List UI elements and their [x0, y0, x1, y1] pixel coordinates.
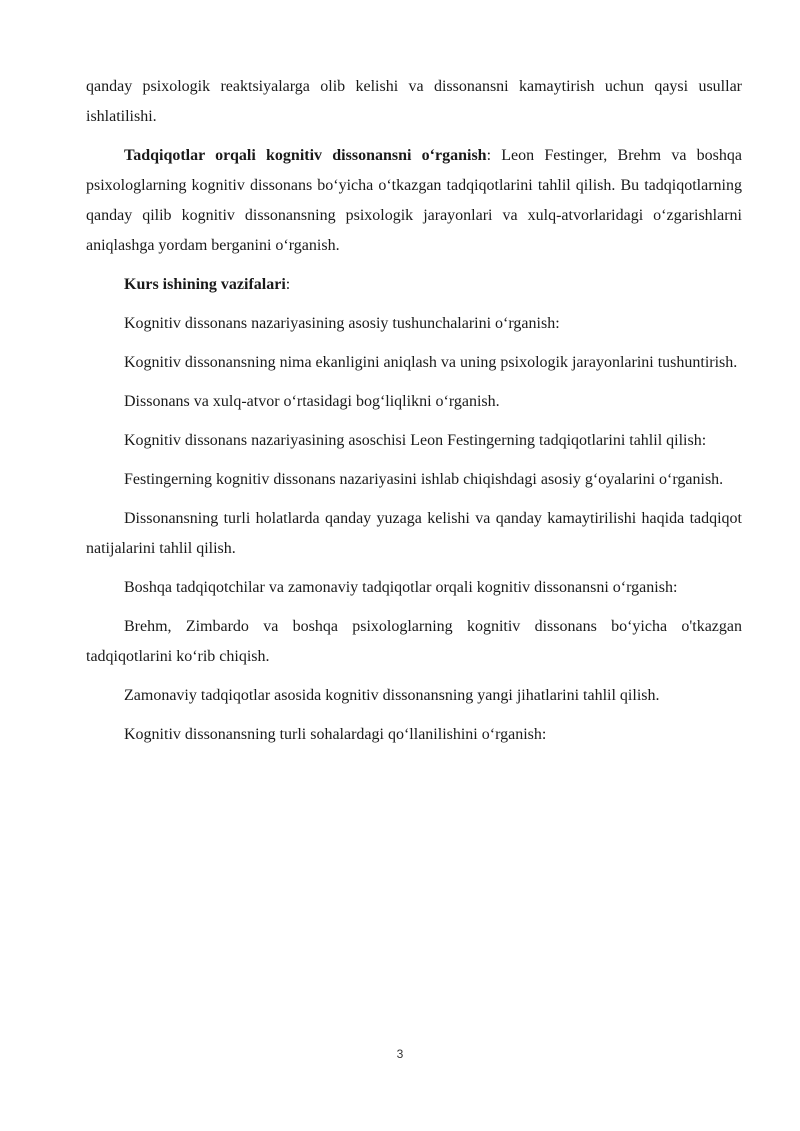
- paragraph-12-text: Zamonaviy tadqiqotlar asosida kognitiv dissonansning yangi jihatlarini tahlil qilish.: [124, 687, 660, 704]
- paragraph-12: [86, 681, 742, 711]
- paragraph-10-text: Boshqa tadqiqotchilar va zamonaviy tadqiqotlar orqali kognitiv dissonansni o‘rganish:: [124, 579, 678, 596]
- paragraph-6-text: Dissonans va xulq-atvor o‘rtasidagi bog‘liqlikni o‘rganish.: [124, 393, 500, 410]
- paragraph-8: [86, 465, 742, 495]
- paragraph-5-text: Kognitiv dissonansning nima ekanligini aniqlash va uning psixologik jarayonlarini tushuntirish.: [124, 354, 738, 371]
- paragraph-7-text: Kognitiv dissonans nazariyasining asoschisi Leon Festingerning tadqiqotlarini tahlil qilish:: [124, 432, 707, 449]
- paragraph-11: [86, 612, 742, 672]
- page-number: 3: [396, 1047, 404, 1061]
- paragraph-1-text: qanday psixologik reaktsiyalarga olib kelishi va dissonansni kamaytirish uchun qaysi usullar ishlatilishi.: [86, 78, 742, 125]
- paragraph-3-text: :: [285, 276, 291, 293]
- paragraph-9-text: Dissonansning turli holatlarda qanday yuzaga kelishi va qanday kamaytirilishi haqida tadqiqot natijalarini tahlil qilish.: [86, 510, 742, 557]
- paragraph-6: [86, 387, 742, 417]
- paragraph-2: [86, 141, 742, 261]
- paragraph-1: [86, 72, 742, 132]
- section-heading-tasks: Kurs ishining vazifalari: [124, 276, 286, 293]
- paragraph-13-text: Kognitiv dissonansning turli sohalardagi qo‘llanilishini o‘rganish:: [124, 726, 547, 743]
- document-page: [86, 72, 742, 759]
- paragraph-4: [86, 309, 742, 339]
- paragraph-7: [86, 426, 742, 456]
- paragraph-2-text: : Leon Festinger, Brehm va boshqa psixologlarning kognitiv dissonans bo‘yicha o‘tkazgan tadqiqotlarini tahlil qilish. Bu tadqiqotlarning qanday qilib kognitiv dissonansning psixologik jarayonlari va xulq-atvorlaridagi o‘zgarishlarni aniqlashga yordam berganini o‘rganish.: [86, 147, 743, 254]
- paragraph-11-text: Brehm, Zimbardo va boshqa psixologlarning kognitiv dissonans bo‘yicha o'tkazgan tadqiqotlarini ko‘rib chiqish.: [86, 618, 742, 665]
- paragraph-3: [86, 270, 742, 300]
- paragraph-5: [86, 348, 742, 378]
- paragraph-9: [86, 504, 742, 564]
- paragraph-10: [86, 573, 742, 603]
- paragraph-8-text: Festingerning kognitiv dissonans nazariyasini ishlab chiqishdagi asosiy g‘oyalarini o‘rganish.: [124, 471, 724, 488]
- paragraph-4-text: Kognitiv dissonans nazariyasining asosiy tushunchalarini o‘rganish:: [124, 315, 560, 332]
- paragraph-13: [86, 720, 742, 750]
- section-heading-research: Tadqiqotlar orqali kognitiv dissonansni o‘rganish: [124, 147, 487, 164]
